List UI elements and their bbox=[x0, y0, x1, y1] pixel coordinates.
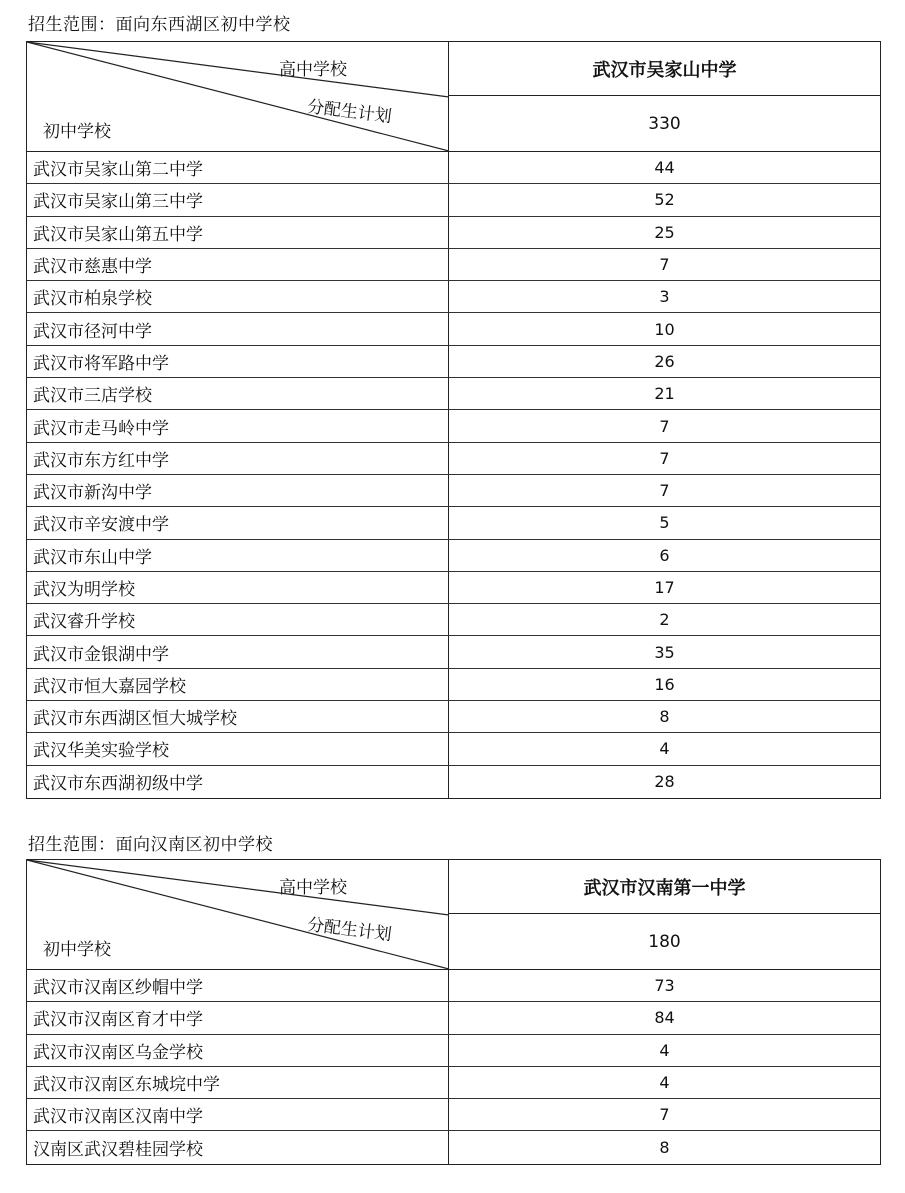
school-name-cell: 武汉市吴家山第三中学 bbox=[27, 184, 449, 215]
quota-cell: 3 bbox=[659, 287, 670, 307]
table-row bbox=[27, 1099, 880, 1131]
table-row bbox=[27, 1131, 880, 1163]
plan-total: 180 bbox=[648, 931, 681, 952]
quota-cell: 7 bbox=[659, 448, 670, 468]
quota-cell: 2 bbox=[659, 610, 670, 630]
quota-cell: 4 bbox=[659, 739, 670, 759]
quota-cell: 84 bbox=[654, 1008, 675, 1028]
table-row bbox=[27, 217, 880, 249]
school-name-cell: 汉南区武汉碧桂园学校 bbox=[27, 1131, 449, 1163]
quota-cell: 7 bbox=[659, 481, 670, 501]
school-name-cell: 武汉华美实验学校 bbox=[27, 733, 449, 764]
table-row bbox=[27, 507, 880, 539]
school-name-cell: 武汉市汉南区汉南中学 bbox=[27, 1099, 449, 1130]
allocation-table bbox=[26, 859, 881, 1165]
quota-cell: 7 bbox=[659, 1105, 670, 1125]
school-name-cell: 武汉市走马岭中学 bbox=[27, 410, 449, 441]
table-row bbox=[27, 1067, 880, 1099]
table-row bbox=[27, 572, 880, 604]
header-left-label: 初中学校 bbox=[43, 122, 111, 142]
table-row bbox=[27, 184, 880, 216]
header-mid-label: 分配生计划 bbox=[305, 96, 393, 128]
table-row bbox=[27, 766, 880, 798]
quota-cell: 4 bbox=[659, 1040, 670, 1060]
school-name-cell: 武汉市汉南区东城垸中学 bbox=[27, 1067, 449, 1098]
section-caption: 招生范围：面向东西湖区初中学校 bbox=[28, 15, 291, 35]
school-name-cell: 武汉市东方红中学 bbox=[27, 443, 449, 474]
school-name-cell: 武汉市金银湖中学 bbox=[27, 636, 449, 667]
school-name-cell: 武汉市东西湖区恒大城学校 bbox=[27, 701, 449, 732]
table-row bbox=[27, 636, 880, 668]
table-row bbox=[27, 733, 880, 765]
header-right bbox=[449, 42, 880, 151]
table-row bbox=[27, 378, 880, 410]
school-name-cell: 武汉市恒大嘉园学校 bbox=[27, 669, 449, 700]
quota-cell: 26 bbox=[654, 351, 675, 371]
quota-cell: 52 bbox=[654, 190, 675, 210]
table-row bbox=[27, 410, 880, 442]
table-row bbox=[27, 970, 880, 1002]
table-body bbox=[27, 970, 880, 1164]
table-row bbox=[27, 701, 880, 733]
school-name-cell: 武汉市吴家山第二中学 bbox=[27, 152, 449, 183]
school-name-cell: 武汉市汉南区纱帽中学 bbox=[27, 970, 449, 1001]
school-name-cell: 武汉市慈惠中学 bbox=[27, 249, 449, 280]
school-name-cell: 武汉市将军路中学 bbox=[27, 346, 449, 377]
table-row bbox=[27, 604, 880, 636]
quota-cell: 73 bbox=[654, 976, 675, 996]
school-name-cell: 武汉市新沟中学 bbox=[27, 475, 449, 506]
header-top-label: 高中学校 bbox=[279, 878, 347, 898]
table-header bbox=[27, 42, 880, 152]
quota-cell: 8 bbox=[659, 1138, 670, 1158]
school-name-cell: 武汉市径河中学 bbox=[27, 313, 449, 344]
school-name-cell: 武汉市汉南区育才中学 bbox=[27, 1002, 449, 1033]
table-row bbox=[27, 346, 880, 378]
table-row bbox=[27, 1002, 880, 1034]
quota-cell: 25 bbox=[654, 222, 675, 242]
table-row bbox=[27, 669, 880, 701]
quota-cell: 35 bbox=[654, 642, 675, 662]
table-body bbox=[27, 152, 880, 798]
school-name-cell: 武汉睿升学校 bbox=[27, 604, 449, 635]
quota-cell: 28 bbox=[654, 772, 675, 792]
quota-cell: 17 bbox=[654, 578, 675, 597]
quota-cell: 5 bbox=[659, 513, 670, 533]
quota-cell: 6 bbox=[659, 545, 670, 565]
quota-cell: 7 bbox=[659, 255, 670, 275]
table-row bbox=[27, 313, 880, 345]
school-name-cell: 武汉市汉南区乌金学校 bbox=[27, 1035, 449, 1066]
table-row bbox=[27, 152, 880, 184]
school-name-cell: 武汉市吴家山第五中学 bbox=[27, 217, 449, 248]
table-row bbox=[27, 249, 880, 281]
header-right bbox=[449, 860, 880, 969]
quota-cell: 21 bbox=[654, 384, 675, 404]
high-school-name: 武汉市汉南第一中学 bbox=[449, 860, 880, 914]
header-mid-label: 分配生计划 bbox=[305, 914, 393, 946]
quota-cell: 44 bbox=[654, 158, 675, 178]
table-row bbox=[27, 475, 880, 507]
school-name-cell: 武汉市东西湖初级中学 bbox=[27, 766, 449, 798]
allocation-table bbox=[26, 41, 881, 799]
header-left-label: 初中学校 bbox=[43, 940, 111, 960]
school-name-cell: 武汉市三店学校 bbox=[27, 378, 449, 409]
school-name-cell: 武汉市柏泉学校 bbox=[27, 281, 449, 312]
school-name-cell: 武汉为明学校 bbox=[27, 572, 449, 603]
table-row bbox=[27, 540, 880, 572]
quota-cell: 7 bbox=[659, 416, 670, 436]
quota-cell: 16 bbox=[654, 674, 675, 694]
quota-cell: 10 bbox=[654, 319, 675, 339]
table-row bbox=[27, 1035, 880, 1067]
diagonal-header-cell bbox=[27, 42, 449, 151]
school-name-cell: 武汉市东山中学 bbox=[27, 540, 449, 571]
high-school-name: 武汉市吴家山中学 bbox=[449, 42, 880, 96]
diagonal-header-cell bbox=[27, 860, 449, 969]
plan-total: 330 bbox=[648, 113, 681, 134]
school-name-cell: 武汉市辛安渡中学 bbox=[27, 507, 449, 538]
table-row bbox=[27, 281, 880, 313]
quota-cell: 8 bbox=[659, 707, 670, 727]
quota-cell: 4 bbox=[659, 1073, 670, 1093]
header-top-label: 高中学校 bbox=[279, 60, 347, 80]
section-caption: 招生范围：面向汉南区初中学校 bbox=[28, 835, 273, 855]
table-row bbox=[27, 443, 880, 475]
table-header bbox=[27, 860, 880, 970]
